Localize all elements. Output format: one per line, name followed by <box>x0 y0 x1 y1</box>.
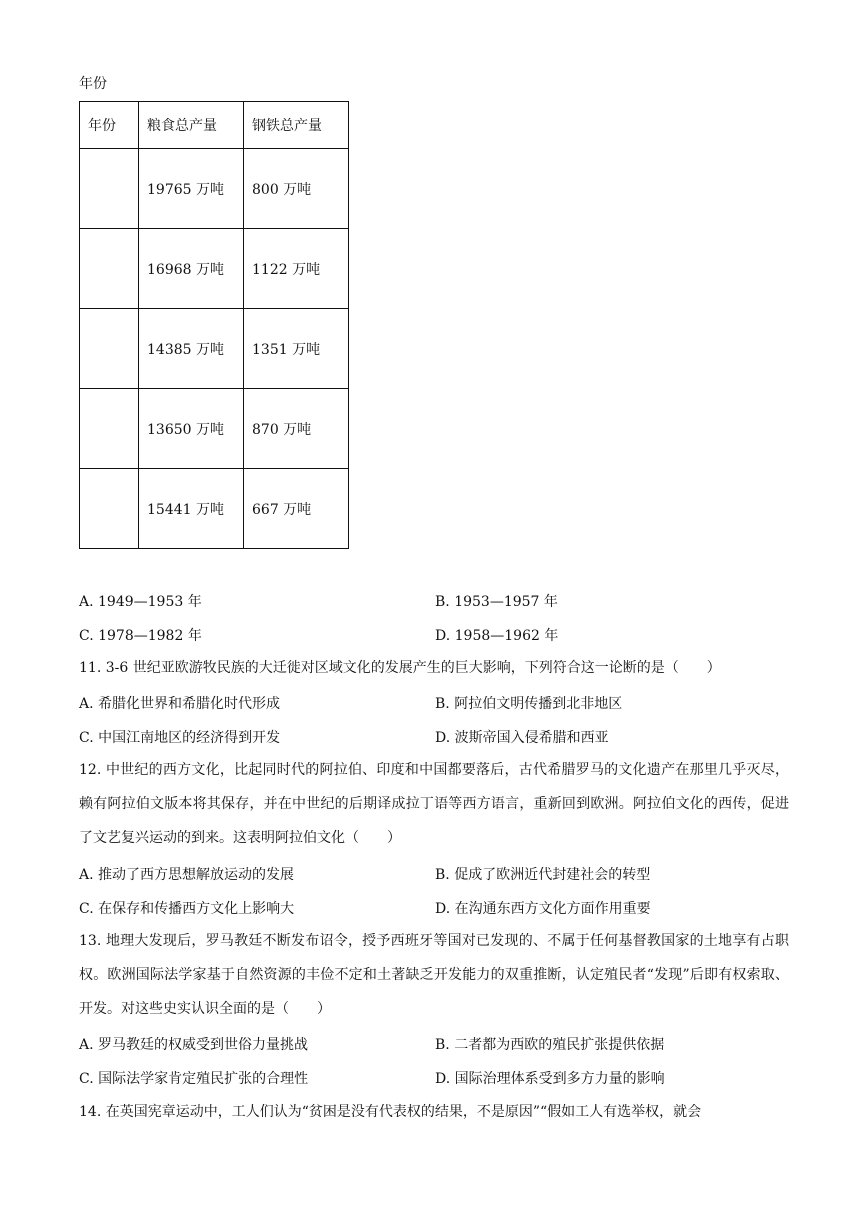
table-header-row <box>80 102 349 149</box>
q12-option-a[interactable]: A. 推动了西方思想解放运动的发展 <box>79 867 295 883</box>
production-table <box>79 101 349 549</box>
table-row <box>80 469 349 549</box>
table-row <box>80 149 349 229</box>
q11-option-c[interactable]: C. 中国江南地区的经济得到开发 <box>79 730 281 746</box>
cell-year <box>80 469 139 549</box>
q12-option-d[interactable]: D. 在沟通东西方文化方面作用重要 <box>435 901 651 917</box>
cell-grain: 15441 万吨 <box>139 469 244 549</box>
cell-grain: 13650 万吨 <box>139 389 244 469</box>
q10-option-b[interactable]: B. 1953—1957 年 <box>435 594 558 610</box>
cell-steel: 667 万吨 <box>244 469 349 549</box>
header-steel: 钢铁总产量 <box>244 102 349 149</box>
q13-option-b[interactable]: B. 二者都为西欧的殖民扩张提供依据 <box>435 1037 665 1053</box>
cell-steel: 870 万吨 <box>244 389 349 469</box>
cell-year <box>80 149 139 229</box>
cell-grain: 14385 万吨 <box>139 309 244 389</box>
q14-stem: 14. 在英国宪章运动中，工人们认为“贫困是没有代表权的结果，不是原因”“假如工人有选举权，就会 <box>79 1104 702 1120</box>
header-grain: 粮食总产量 <box>139 102 244 149</box>
q11-option-d[interactable]: D. 波斯帝国入侵希腊和西亚 <box>435 730 609 746</box>
q13-option-d[interactable]: D. 国际治理体系受到多方力量的影响 <box>435 1071 665 1087</box>
q12-option-c[interactable]: C. 在保存和传播西方文化上影响大 <box>79 901 295 917</box>
q11-option-b[interactable]: B. 阿拉伯文明传播到北非地区 <box>435 696 623 712</box>
cell-steel: 1351 万吨 <box>244 309 349 389</box>
q12-stem: 12. 中世纪的西方文化，比起同时代的阿拉伯、印度和中国都要落后，古代希腊罗马的文化遗产在那里几乎灭尽，赖有阿拉伯文版本将其保存，并在中世纪的后期译成拉丁语等西方语言，重新回到欧洲。阿拉伯文化的西传，促进了文艺复兴运动的到来。这表明阿拉伯文化（ ） <box>79 762 789 846</box>
q12-option-b[interactable]: B. 促成了欧洲近代封建社会的转型 <box>435 867 651 883</box>
q10-option-c[interactable]: C. 1978—1982 年 <box>79 628 202 644</box>
cell-year <box>80 229 139 309</box>
table-caption: 年份 <box>79 76 107 92</box>
q11-stem: 11. 3-6 世纪亚欧游牧民族的大迁徙对区域文化的发展产生的巨大影响，下列符合这一论断的是（ ） <box>79 660 721 676</box>
cell-year <box>80 389 139 469</box>
cell-steel: 1122 万吨 <box>244 229 349 309</box>
q13-stem: 13. 地理大发现后，罗马教廷不断发布诏令，授予西班牙等国对已发现的、不属于任何基督教国家的土地享有占职权。欧洲国际法学家基于自然资源的丰俭不定和土著缺乏开发能力的双重推断，认定殖民者“发现”后即有权索取、开发。对这些史实认识全面的是（ ） <box>79 933 789 1017</box>
q13-option-c[interactable]: C. 国际法学家肯定殖民扩张的合理性 <box>79 1071 309 1087</box>
cell-grain: 16968 万吨 <box>139 229 244 309</box>
q13-option-a[interactable]: A. 罗马教廷的权威受到世俗力量挑战 <box>79 1037 309 1053</box>
header-year: 年份 <box>80 102 139 149</box>
cell-steel: 800 万吨 <box>244 149 349 229</box>
cell-grain: 19765 万吨 <box>139 149 244 229</box>
table-row <box>80 229 349 309</box>
table-row <box>80 309 349 389</box>
q10-option-d[interactable]: D. 1958—1962 年 <box>435 628 559 644</box>
table-row <box>80 389 349 469</box>
cell-year <box>80 309 139 389</box>
q11-option-a[interactable]: A. 希腊化世界和希腊化时代形成 <box>79 696 281 712</box>
q10-option-a[interactable]: A. 1949—1953 年 <box>79 594 202 610</box>
